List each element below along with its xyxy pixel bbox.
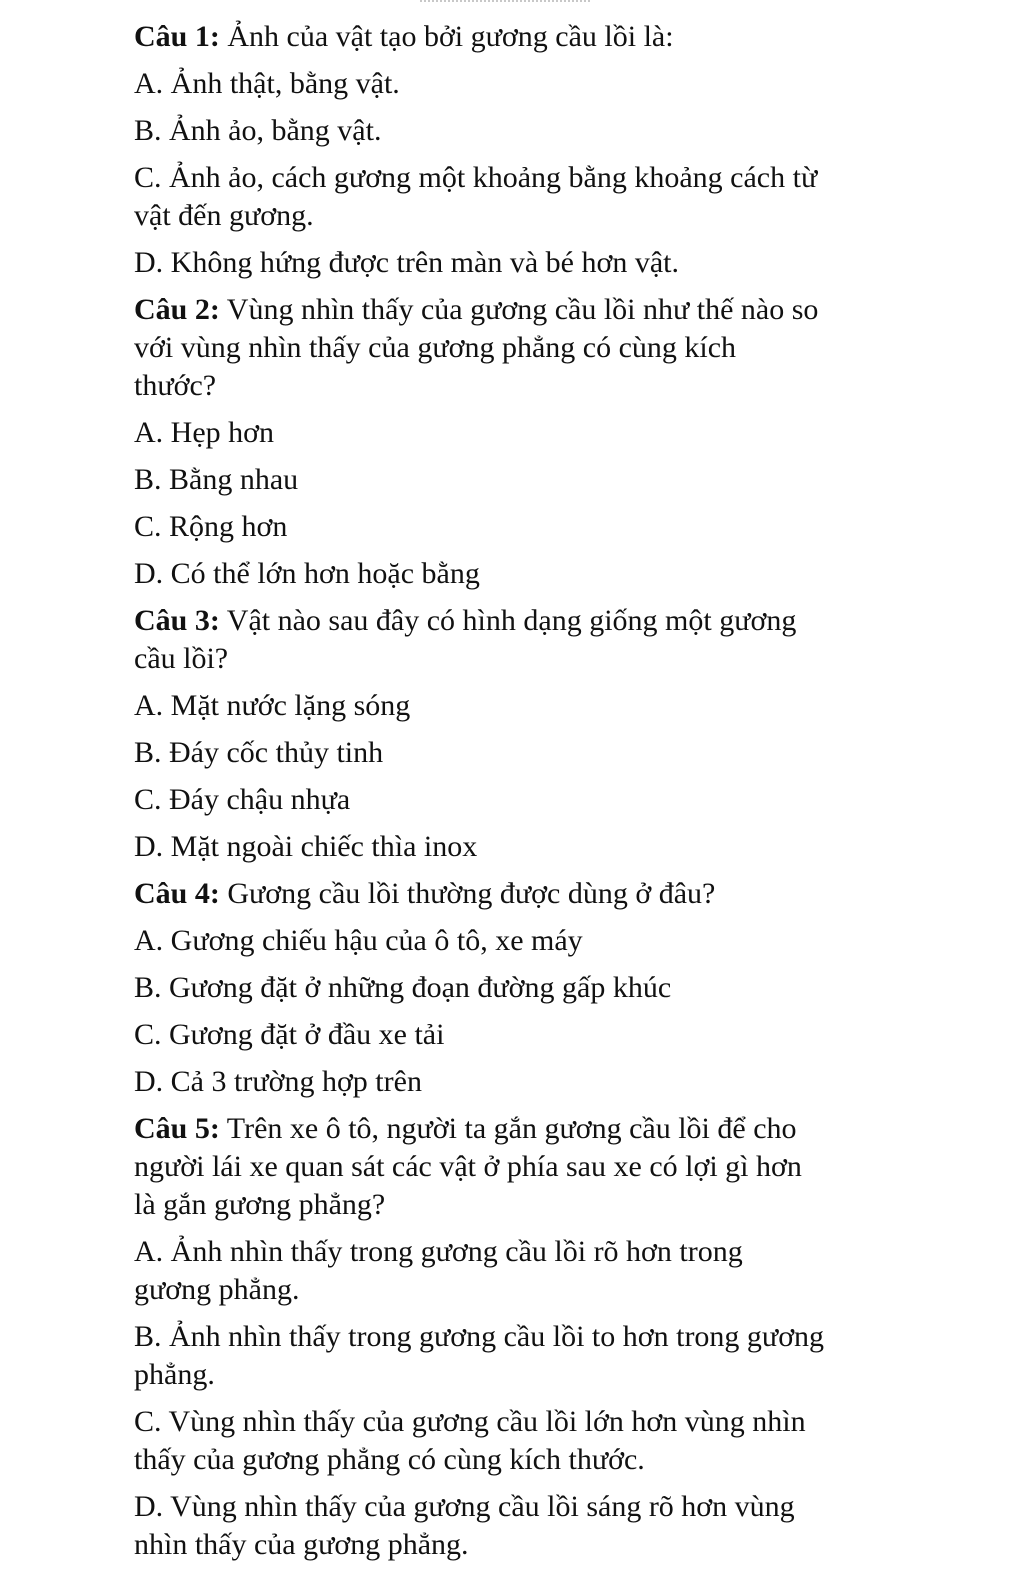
answer-option-b <box>134 1318 924 1394</box>
question-number: Câu 1: <box>134 20 220 53</box>
answer-option-line: gương phẳng. <box>134 1273 300 1306</box>
question-number: Câu 4: <box>134 877 220 910</box>
question-stem-line: người lái xe quan sát các vật ở phía sau xe có lợi gì hơn <box>134 1150 802 1183</box>
question-stem-line: cầu lồi? <box>134 642 229 675</box>
question-number: Câu 3: <box>134 604 220 637</box>
question-stem <box>134 1110 924 1224</box>
question-stem <box>134 602 924 678</box>
answer-option-line: nhìn thấy của gương phẳng. <box>134 1528 469 1561</box>
answer-option-a <box>134 922 924 960</box>
answer-option-a <box>134 687 924 725</box>
scan-artifact <box>420 0 590 6</box>
answer-option-line: phẳng. <box>134 1358 215 1391</box>
answer-option-b <box>134 461 924 499</box>
answer-option-line: C. Rộng hơn <box>134 510 288 543</box>
answer-option-b <box>134 734 924 772</box>
answer-option-line: B. Ảnh ảo, bằng vật. <box>134 114 382 147</box>
question-stem <box>134 875 924 913</box>
question-stem <box>134 18 924 56</box>
question-2 <box>134 291 924 593</box>
question-text: Vùng nhìn thấy của gương cầu lồi như thế nào so <box>219 293 819 326</box>
answer-option-line: B. Ảnh nhìn thấy trong gương cầu lồi to hơn trong gương <box>134 1320 825 1353</box>
answer-option-line: D. Có thể lớn hơn hoặc bằng <box>134 557 480 590</box>
answer-option-a <box>134 414 924 452</box>
answer-option-b <box>134 112 924 150</box>
question-stem-line <box>134 875 924 913</box>
answer-option-c <box>134 1016 924 1054</box>
question-stem-line <box>134 291 924 329</box>
answer-option-line: D. Cả 3 trường hợp trên <box>134 1065 422 1098</box>
question-stem-line <box>134 602 924 640</box>
answer-option-line: vật đến gương. <box>134 199 314 232</box>
question-list <box>134 18 924 1564</box>
answer-option-line: B. Bằng nhau <box>134 463 299 496</box>
question-text: Ảnh của vật tạo bởi gương cầu lồi là: <box>219 20 674 53</box>
question-stem-line: với vùng nhìn thấy của gương phẳng có cùng kích <box>134 331 737 364</box>
answer-option-d <box>134 244 924 282</box>
question-4 <box>134 875 924 1101</box>
answer-option-line: C. Ảnh ảo, cách gương một khoảng bằng khoảng cách từ <box>134 161 818 194</box>
answer-option-d <box>134 1488 924 1564</box>
answer-option-line: D. Vùng nhìn thấy của gương cầu lồi sáng rõ hơn vùng <box>134 1490 795 1523</box>
question-number: Câu 5: <box>134 1112 220 1145</box>
question-number: Câu 2: <box>134 293 220 326</box>
answer-option-line: B. Đáy cốc thủy tinh <box>134 736 384 769</box>
answer-option-c <box>134 781 924 819</box>
answer-option-line: C. Đáy chậu nhựa <box>134 783 351 816</box>
question-text: Vật nào sau đây có hình dạng giống một gương <box>219 604 797 637</box>
question-3 <box>134 602 924 866</box>
question-stem-line <box>134 18 924 56</box>
answer-option-c <box>134 1403 924 1479</box>
answer-option-a <box>134 1233 924 1309</box>
answer-option-d <box>134 555 924 593</box>
answer-option-line: A. Mặt nước lặng sóng <box>134 689 411 722</box>
answer-option-c <box>134 159 924 235</box>
question-text: Gương cầu lồi thường được dùng ở đâu? <box>219 877 716 910</box>
answer-option-line: B. Gương đặt ở những đoạn đường gấp khúc <box>134 971 672 1004</box>
answer-option-line: A. Ảnh nhìn thấy trong gương cầu lồi rõ hơn trong <box>134 1235 743 1268</box>
question-stem-line: thước? <box>134 369 217 402</box>
answer-option-line: A. Hẹp hơn <box>134 416 275 449</box>
answer-option-d <box>134 1063 924 1101</box>
question-stem-line: là gắn gương phẳng? <box>134 1188 386 1221</box>
answer-option-line: thấy của gương phẳng có cùng kích thước. <box>134 1443 645 1476</box>
answer-option-line: D. Mặt ngoài chiếc thìa inox <box>134 830 478 863</box>
answer-option-b <box>134 969 924 1007</box>
question-5 <box>134 1110 924 1564</box>
question-1 <box>134 18 924 282</box>
answer-option-line: C. Vùng nhìn thấy của gương cầu lồi lớn hơn vùng nhìn <box>134 1405 806 1438</box>
answer-option-line: A. Gương chiếu hậu của ô tô, xe máy <box>134 924 583 957</box>
question-stem-line <box>134 1110 924 1148</box>
question-stem <box>134 291 924 405</box>
question-text: Trên xe ô tô, người ta gắn gương cầu lồi để cho <box>219 1112 797 1145</box>
answer-option-d <box>134 828 924 866</box>
answer-option-c <box>134 508 924 546</box>
answer-option-line: A. Ảnh thật, bằng vật. <box>134 67 400 100</box>
answer-option-line: D. Không hứng được trên màn và bé hơn vật. <box>134 246 679 279</box>
answer-option-line: C. Gương đặt ở đầu xe tải <box>134 1018 445 1051</box>
answer-option-a <box>134 65 924 103</box>
